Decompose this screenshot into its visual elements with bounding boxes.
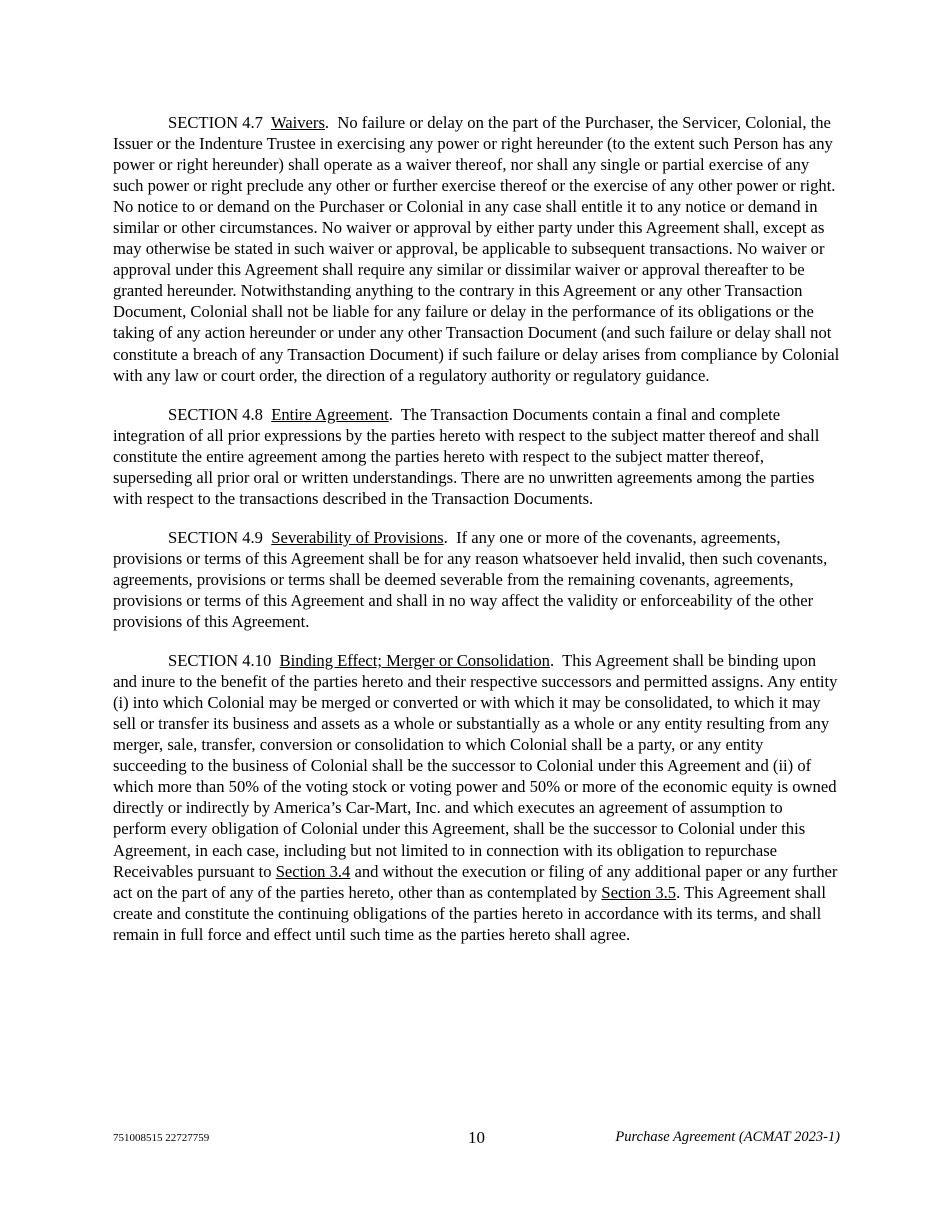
document-page: [113, 112, 840, 963]
section-title: Severability of Provisions: [271, 527, 444, 547]
section-title: Entire Agreement: [271, 404, 389, 424]
page-number: 10: [468, 1128, 485, 1147]
document-title: Purchase Agreement (ACMAT 2023-1): [615, 1129, 840, 1145]
section-title: Waivers: [270, 113, 325, 132]
section-body: The Transaction Documents contain a final and complete integration of all prior expressions by the parties hereto with respect to the subject matter thereof and shall constitute the entire agreement among the parties hereto with respect to the subject matter thereof, superseding all prior oral or written understandings. There are no unwritten agreements among the parties with respect to the transactions described in the Transaction Documents.: [113, 404, 820, 508]
section-heading: SECTION 4.8: [168, 404, 263, 424]
document-id: 751008515 22727759: [113, 1132, 210, 1144]
section-body: This Agreement shall be binding upon and inure to the benefit of the parties hereto and their respective successors and permitted assigns. Any entity (i) into which Colonial may be merged or converted or with which it may be consolidated, to which it may sell or transfer its business and assets as a whole or substantially as a whole or any entity resulting from any merger, sale, transfer, conversion or consolidation to which Colonial shall be a party, or any entity succeeding to the business of Colonial shall be the successor to Colonial under this Agreement and (ii) of which more than 50% of the voting stock or voting power and 50% or more of the economic equity is owned directly or indirectly by America’s Car-Mart, Inc. and which executes an agreement of assumption to perform every obligation of Colonial under this Agreement, shall be the successor to Colonial under this Agreement, in each case, including but not limited to in connection with its obligation to repurchase Receivables pursuant to: [113, 651, 838, 881]
section-4-9: SECTION 4.9 Severability of Provisions. If any one or more of the covenants, agreements, provisions or terms of this Agreement shall be for any reason whatsoever held invalid, then such covenants, agreements, provisions or terms shall be deemed severable from the remaining covenants, agreements, provisions or terms of this Agreement and shall in no way affect the validity or enforceability of the other provisions of this Agreement.: [113, 527, 828, 632]
section-4-7: SECTION 4.7 Waivers. No failure or delay on the part of the Purchaser, the Servicer, Colonial, the Issuer or the Indenture Trustee in exercising any power or right hereunder (to the extent such Person has any power or right hereunder) shall operate as a waiver thereof, nor shall any single or partial exercise of any such power or right preclude any other or further exercise thereof or the exercise of any other power or right. No notice to or demand on the Purchaser or Colonial in any case shall entitle it to any notice or demand in similar or other circumstances. No waiver or approval by either party under this Agreement shall, except as may otherwise be stated in such waiver or approval, be applicable to subsequent transactions. No waiver or approval under this Agreement shall require any similar or dissimilar waiver or approval thereafter to be granted hereunder. Notwithstanding anything to the contrary in this Agreement or any other Transaction Document, Colonial shall not be liable for any failure or delay in the performance of its obligations or the taking of any action hereunder or under any other Transaction Document (and such failure or delay shall not constitute a breach of any Transaction Document) if such failure or delay arises from compliance by Colonial with any law or court order, the direction of a regulatory authority or regulatory guidance.: [113, 113, 840, 385]
section-body: and without the execution or filing of any additional paper or any further act on the part of any of the parties hereto, other than as contemplated by: [113, 861, 838, 902]
section-heading: SECTION 4.7: [168, 113, 263, 132]
section-body: If any one or more of the covenants, agreements, provisions or terms of this Agreement shall be for any reason whatsoever held invalid, then such covenants, agreements, provisions or terms shall be deemed severable from the remaining covenants, agreements, provisions or terms of this Agreement and shall in no way affect the validity or enforceability of the other provisions of this Agreement.: [113, 527, 828, 632]
section-heading: SECTION 4.10: [168, 651, 272, 671]
section-reference-link: Section 3.4: [275, 861, 351, 881]
section-body: . This Agreement shall create and constitute the continuing obligations of the parties hereto in accordance with its terms, and shall remain in full force and effect until such time as the parties hereto shall agree.: [113, 882, 827, 944]
section-4-8: SECTION 4.8 Entire Agreement. The Transaction Documents contain a final and complete integration of all prior expressions by the parties hereto with respect to the subject matter thereof and shall constitute the entire agreement among the parties hereto with respect to the subject matter thereof, superseding all prior oral or written understandings. There are no unwritten agreements among the parties with respect to the transactions described in the Transaction Documents.: [113, 404, 820, 508]
section-body: No failure or delay on the part of the Purchaser, the Servicer, Colonial, the Issuer or the Indenture Trustee in exercising any power or right hereunder (to the extent such Person has any power or right hereunder) shall operate as a waiver thereof, nor shall any single or partial exercise of any such power or right preclude any other or further exercise thereof or the exercise of any other power or right. No notice to or demand on the Purchaser or Colonial in any case shall entitle it to any notice or demand in similar or other circumstances. No waiver or approval by either party under this Agreement shall, except as may otherwise be stated in such waiver or approval, be applicable to subsequent transactions. No waiver or approval under this Agreement shall require any similar or dissimilar waiver or approval thereafter to be granted hereunder. Notwithstanding anything to the contrary in this Agreement or any other Transaction Document, Colonial shall not be liable for any failure or delay in the performance of its obligations or the taking of any action hereunder or under any other Transaction Document (and such failure or delay shall not constitute a breach of any Transaction Document) if such failure or delay arises from compliance by Colonial with any law or court order, the direction of a regulatory authority or regulatory guidance.: [113, 113, 840, 385]
section-title: Binding Effect; Merger or Consolidation: [279, 651, 550, 671]
section-4-10: SECTION 4.10 Binding Effect; Merger or Consolidation. This Agreement shall be binding upon and inure to the benefit of the parties hereto and their respective successors and permitted assigns. Any entity (i) into which Colonial may be merged or converted or with which it may be consolidated, to which it may sell or transfer its business and assets as a whole or substantially as a whole or any entity resulting from any merger, sale, transfer, conversion or consolidation to which Colonial shall be a party, or any entity succeeding to the business of Colonial shall be the successor to Colonial under this Agreement and (ii) of which more than 50% of the voting stock or voting power and 50% or more of the economic equity is owned directly or indirectly by America’s Car-Mart, Inc. and which executes an agreement of assumption to perform every obligation of Colonial under this Agreement, shall be the successor to Colonial under this Agreement, in each case, including but not limited to in connection with its obligation to repurchase Receivables pursuant to Section 3.4 and without the execution or filing of any additional paper or any further act on the part of any of the parties hereto, other than as contemplated by Section 3.5. This Agreement shall create and constitute the continuing obligations of the parties hereto in accordance with its terms, and shall remain in full force and effect until such time as the parties hereto shall agree.: [113, 651, 838, 944]
page-footer: [113, 1128, 840, 1152]
section-reference-link: Section 3.5: [601, 882, 677, 902]
section-heading: SECTION 4.9: [168, 527, 263, 547]
